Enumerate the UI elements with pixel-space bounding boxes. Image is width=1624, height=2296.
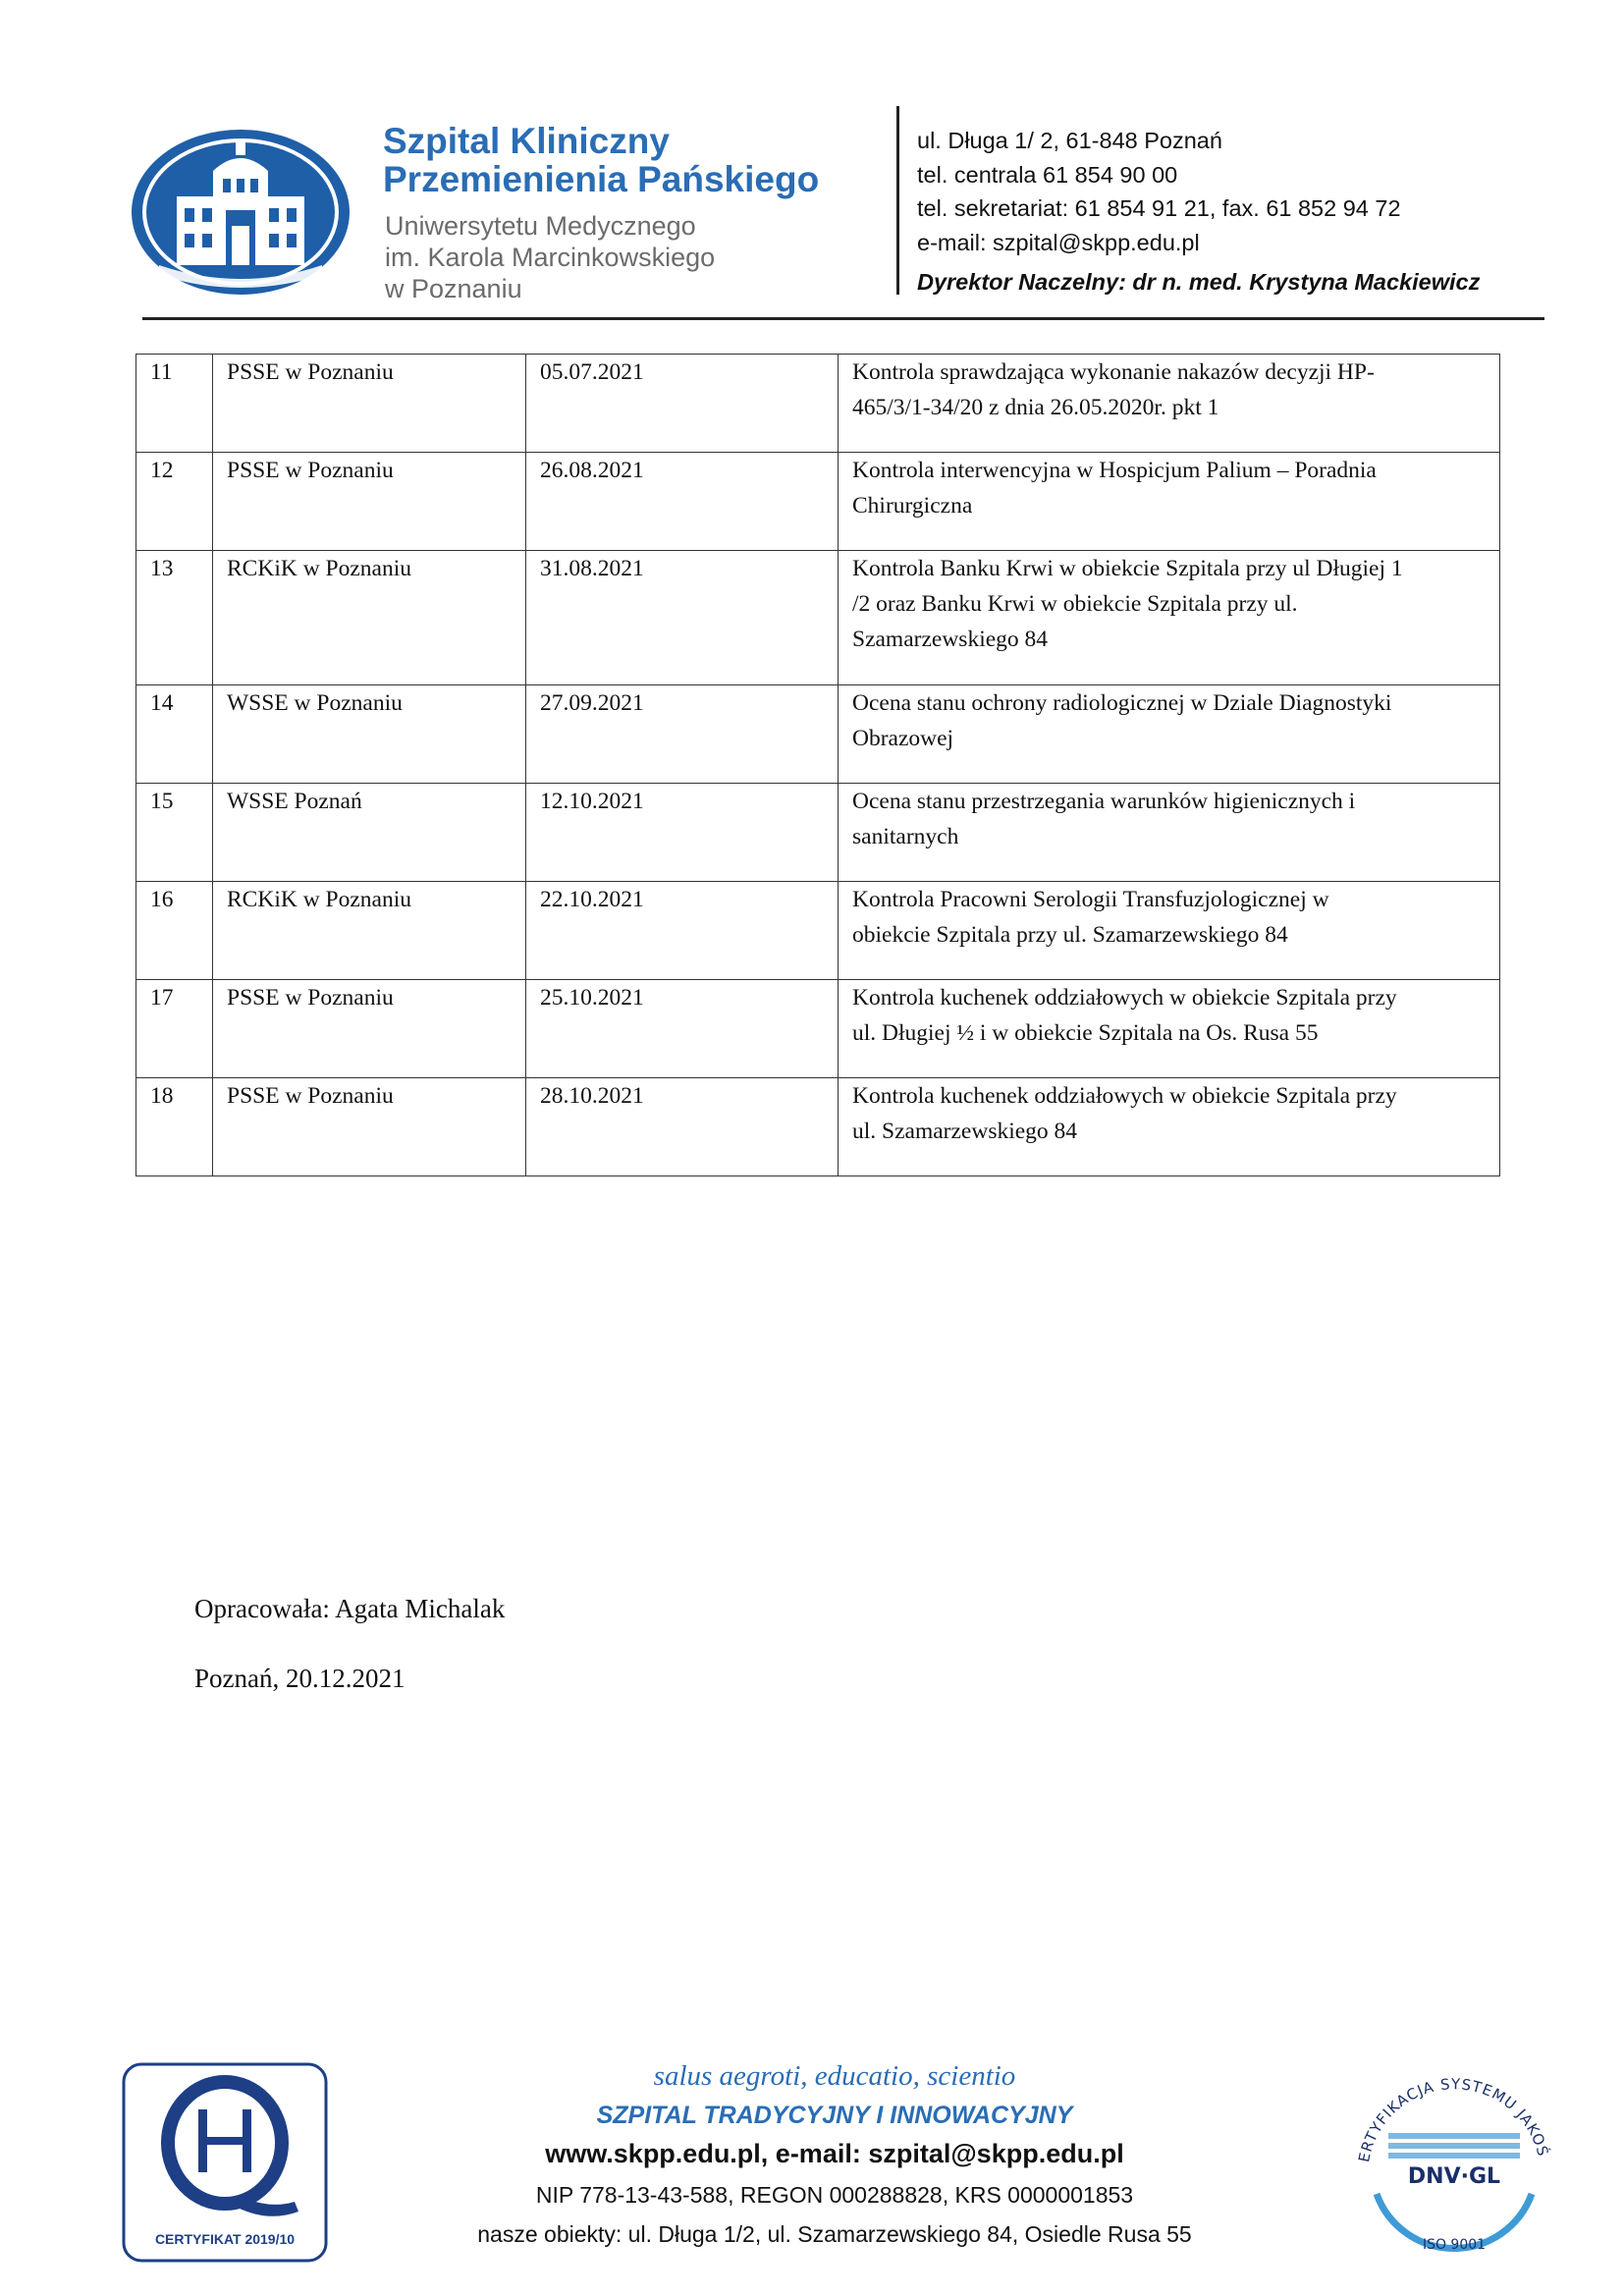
affiliation-line3: w Poznaniu <box>385 274 522 303</box>
table-row <box>136 453 1500 551</box>
description-line: Kontrola sprawdzająca wykonanie nakazów decyzji HP- <box>852 359 1375 385</box>
row-institution: RCKiK w Poznaniu <box>213 882 526 980</box>
description-line: sanitarnych <box>852 824 959 849</box>
row-number: 17 <box>136 980 213 1078</box>
header-divider-vertical <box>896 106 899 295</box>
description-line: Ocena stanu przestrzegania warunków higienicznych i <box>852 789 1356 814</box>
row-institution: PSSE w Poznaniu <box>213 1078 526 1176</box>
hospital-name <box>383 122 819 198</box>
secretariat-phone: tel. sekretariat: 61 854 91 21, fax. 61 852 94 72 <box>917 195 1401 221</box>
row-number: 13 <box>136 551 213 685</box>
dnv-gl-seal-icon <box>1347 2047 1561 2263</box>
row-description <box>839 882 1500 980</box>
address: ul. Długa 1/ 2, 61-848 Poznań <box>917 128 1222 153</box>
row-institution: PSSE w Poznaniu <box>213 980 526 1078</box>
dnv-certificate-seal <box>1347 2047 1561 2263</box>
email-link[interactable]: e-mail: szpital@skpp.edu.pl <box>917 229 1200 255</box>
row-institution: PSSE w Poznaniu <box>213 355 526 453</box>
row-date: 22.10.2021 <box>526 882 839 980</box>
row-institution: RCKiK w Poznaniu <box>213 551 526 685</box>
row-number: 15 <box>136 784 213 882</box>
description-line: Kontrola kuchenek oddziałowych w obiekcie Szpitala przy <box>852 1083 1397 1109</box>
row-institution: WSSE Poznań <box>213 784 526 882</box>
cert-right-arc: ERTYFIKACJA SYSTEMU JAKOŚ <box>1355 2075 1552 2164</box>
row-description <box>839 980 1500 1078</box>
description-line: Obrazowej <box>852 726 954 751</box>
row-date: 31.08.2021 <box>526 551 839 685</box>
description-line: Chirurgiczna <box>852 493 973 519</box>
row-number: 11 <box>136 355 213 453</box>
row-date: 25.10.2021 <box>526 980 839 1078</box>
hospital-name-line1: Szpital Kliniczny <box>383 121 670 161</box>
cert-left-label: CERTYFIKAT 2019/10 <box>154 2231 296 2247</box>
tagline: SZPITAL TRADYCYJNY I INNOWACYJNY <box>596 2102 1073 2129</box>
place-date: Poznań, 20.12.2021 <box>194 1664 406 1693</box>
affiliation-line2: im. Karola Marcinkowskiego <box>385 243 716 272</box>
quality-certificate-badge <box>122 2062 328 2263</box>
hospital-name-line2: Przemienienia Pańskiego <box>383 159 820 199</box>
description-line: /2 oraz Banku Krwi w obiekcie Szpitala przy ul. <box>852 591 1298 617</box>
row-date: 27.09.2021 <box>526 685 839 784</box>
motto: salus aegroti, educatio, scientio <box>653 2060 1016 2092</box>
description-line: Kontrola kuchenek oddziałowych w obiekcie Szpitala przy <box>852 985 1397 1011</box>
cert-right-iso: ISO 9001 <box>1422 2237 1487 2253</box>
description-line: Kontrola interwencyjna w Hospicjum Palium – Poradnia <box>852 458 1377 483</box>
table-row <box>136 980 1500 1078</box>
inspections-table <box>135 354 1500 1176</box>
table-row <box>136 551 1500 685</box>
cert-right-brand: DNV·GL <box>1407 2164 1501 2189</box>
row-description <box>839 1078 1500 1176</box>
row-institution: PSSE w Poznaniu <box>213 453 526 551</box>
row-description <box>839 551 1500 685</box>
row-number: 14 <box>136 685 213 784</box>
prepared-by: Opracowała: Agata Michalak <box>194 1594 506 1623</box>
description-line: ul. Długiej ½ i w obiekcie Szpitala na Os. Rusa 55 <box>852 1020 1319 1046</box>
director: Dyrektor Naczelny: dr n. med. Krystyna Mackiewicz <box>917 269 1481 295</box>
row-institution: WSSE w Poznaniu <box>213 685 526 784</box>
row-date: 28.10.2021 <box>526 1078 839 1176</box>
description-line: Kontrola Banku Krwi w obiekcie Szpitala przy ul Długiej 1 <box>852 556 1403 581</box>
table-row <box>136 685 1500 784</box>
description-line: 465/3/1-34/20 z dnia 26.05.2020r. pkt 1 <box>852 395 1219 420</box>
registry-numbers: NIP 778-13-43-588, REGON 000288828, KRS 0000001853 <box>535 2182 1134 2208</box>
table-row <box>136 1078 1500 1176</box>
header-rule <box>142 317 1544 320</box>
row-description <box>839 685 1500 784</box>
row-date: 12.10.2021 <box>526 784 839 882</box>
hospital-sites: nasze obiekty: ul. Długa 1/2, ul. Szamarzewskiego 84, Osiedle Rusa 55 <box>477 2221 1192 2247</box>
description-line: Szamarzewskiego 84 <box>852 627 1049 652</box>
contact-block <box>917 124 1480 300</box>
description-line: obiekcie Szpitala przy ul. Szamarzewskiego 84 <box>852 922 1288 948</box>
phone: tel. centrala 61 854 90 00 <box>917 161 1178 188</box>
row-description <box>839 453 1500 551</box>
website-email[interactable]: www.skpp.edu.pl, e-mail: szpital@skpp.edu.pl <box>545 2139 1124 2168</box>
row-number: 18 <box>136 1078 213 1176</box>
description-line: ul. Szamarzewskiego 84 <box>852 1119 1078 1144</box>
row-description <box>839 784 1500 882</box>
table-row <box>136 784 1500 882</box>
description-line: Kontrola Pracowni Serologii Transfuzjologicznej w <box>852 887 1329 912</box>
row-number: 12 <box>136 453 213 551</box>
affiliation-line1: Uniwersytetu Medycznego <box>385 211 696 241</box>
hospital-affiliation <box>385 210 715 304</box>
table-row <box>136 355 1500 453</box>
row-date: 05.07.2021 <box>526 355 839 453</box>
row-description <box>839 355 1500 453</box>
table-row <box>136 882 1500 980</box>
row-date: 26.08.2021 <box>526 453 839 551</box>
description-line: Ocena stanu ochrony radiologicznej w Dziale Diagnostyki <box>852 690 1392 716</box>
hospital-emblem-icon <box>130 128 352 297</box>
row-number: 16 <box>136 882 213 980</box>
